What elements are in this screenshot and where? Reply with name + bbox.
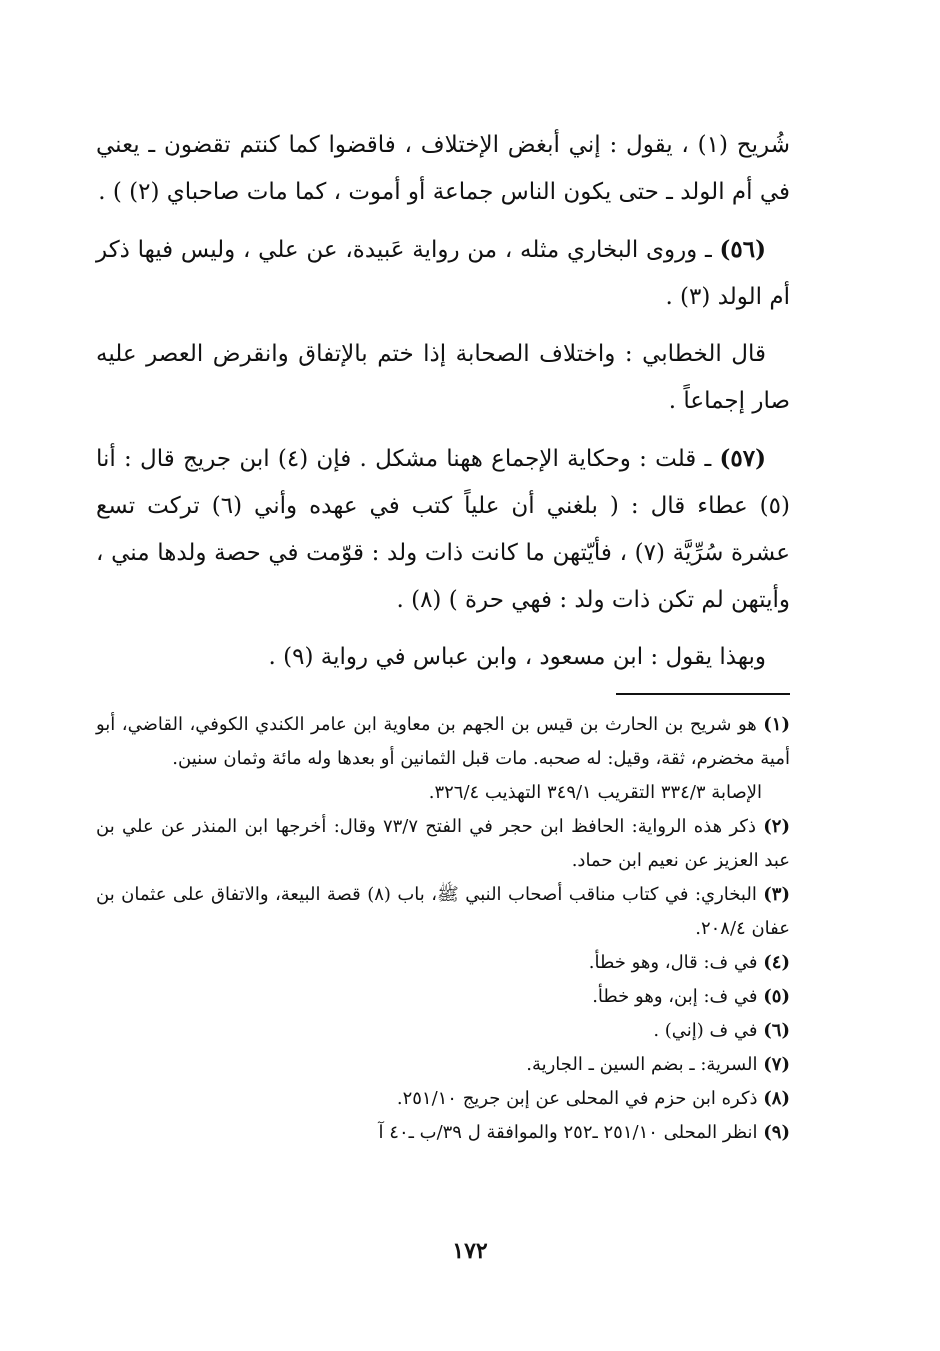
footnote-label: (٢) bbox=[763, 816, 790, 837]
page-number: ١٧٢ bbox=[452, 1238, 488, 1264]
footnote-reference: الإصابة ٣٣٤/٣ التقريب ٣٤٩/١ التهذيب ٣٢٦/٤. bbox=[428, 782, 762, 803]
footnote-text: في ف: إبن، وهو خطأ. bbox=[592, 986, 758, 1007]
footnote-7 bbox=[96, 1048, 790, 1082]
footnote-2 bbox=[96, 810, 790, 878]
footnote-text: البخاري: في كتاب مناقب أصحاب النبي ﷺ، باب (٨) قصة البيعة، والاتفاق على عثمان بن عفان ٢٠٨/٤. bbox=[96, 884, 790, 939]
footnote-label: (٥) bbox=[763, 986, 790, 1007]
paragraph-1 bbox=[96, 122, 790, 216]
footnote-text: هو شريح بن الحارث بن قيس بن الجهم بن معاوية ابن عامر الكندي الكوفي، القاضي، أبو أمية مخضرم، ثقة، وقيل: له صحبه. مات قبل الثمانين أو بعدها وله مائة وثمان سنين. bbox=[96, 714, 790, 769]
paragraph-text: ـ وروى البخاري مثله ، من رواية عَبيدة، عن علي ، وليس فيها ذكر أم الولد (٣) . bbox=[96, 237, 790, 310]
footnote-text: ذكر هذه الرواية: الحافظ ابن حجر في الفتح ٧٣/٧ وقال: أخرجها ابن المنذر عن علي بن عبد العزيز عن نعيم ابن حماد. bbox=[96, 816, 790, 871]
footnote-text: انظر المحلى ٢٥١/١٠ ـ٢٥٢ والموافقة ل ٣٩/ب ـ٤٠ آ bbox=[378, 1122, 758, 1143]
footnote-label: (٨) bbox=[763, 1088, 790, 1109]
paragraph-text: قال الخطابي : واختلاف الصحابة إذا ختم بالإتفاق وانقرض العصر عليه صار إجماعاً . bbox=[96, 341, 790, 414]
paragraph-text: شُريح (١) ، يقول : إني أبغض الإختلاف ، فاقضوا كما كنتم تقضون ـ يعني في أم الولد ـ حتى يكون الناس جماعة أو أموت ، كما مات صاحباي (٢) ) . bbox=[96, 132, 790, 205]
footnote-label: (٤) bbox=[763, 952, 790, 973]
paragraph-khattabi bbox=[96, 331, 790, 425]
footnote-label: (٣) bbox=[763, 884, 790, 905]
footnote-9 bbox=[96, 1116, 790, 1150]
footnote-3 bbox=[96, 878, 790, 946]
footnote-label: (٧) bbox=[763, 1054, 790, 1075]
footnote-text: ذكره ابن حزم في المحلى عن إبن جريج ٢٥١/١٠. bbox=[396, 1088, 758, 1109]
footnote-1 bbox=[96, 708, 790, 810]
footnote-4 bbox=[96, 946, 790, 980]
footnote-text: في ف (إني) . bbox=[653, 1020, 758, 1041]
footnote-separator bbox=[616, 693, 790, 695]
paragraph-text: وبهذا يقول : ابن مسعود ، وابن عباس في رواية (٩) . bbox=[268, 644, 766, 670]
footnote-label: (١) bbox=[763, 714, 790, 735]
paragraph-number: (٥٦) bbox=[719, 236, 766, 263]
paragraph-last bbox=[96, 634, 790, 681]
footnote-8 bbox=[96, 1082, 790, 1116]
footnotes bbox=[96, 708, 790, 1150]
footnote-text: السرية: ـ بضم السين ـ الجارية. bbox=[526, 1054, 758, 1075]
footnote-label: (٦) bbox=[763, 1020, 790, 1041]
footnote-label: (٩) bbox=[763, 1122, 790, 1143]
footnote-5 bbox=[96, 980, 790, 1014]
paragraph-number: (٥٧) bbox=[719, 445, 767, 472]
paragraph-57 bbox=[96, 435, 790, 624]
footnote-6 bbox=[96, 1014, 790, 1048]
paragraph-56 bbox=[96, 226, 790, 321]
paragraph-text: ـ قلت : وحكاية الإجماع ههنا مشكل . فإن (٤) ابن جريج قال : أنا (٥) عطاء قال : ( بلغني أن علياً كتب في عهده وأني (٦) تركت تسع عشرة سُرِّيَّة (٧) ، فأيّتهن ما كانت ذات ولد : قوّمت في حصة ولدها مني ، وأيتهن لم تكن ذات ولد : فهي حرة ) (٨) . bbox=[96, 446, 790, 613]
main-text bbox=[96, 122, 790, 691]
footnote-text: في ف: قال، وهو خطأ. bbox=[588, 952, 758, 973]
